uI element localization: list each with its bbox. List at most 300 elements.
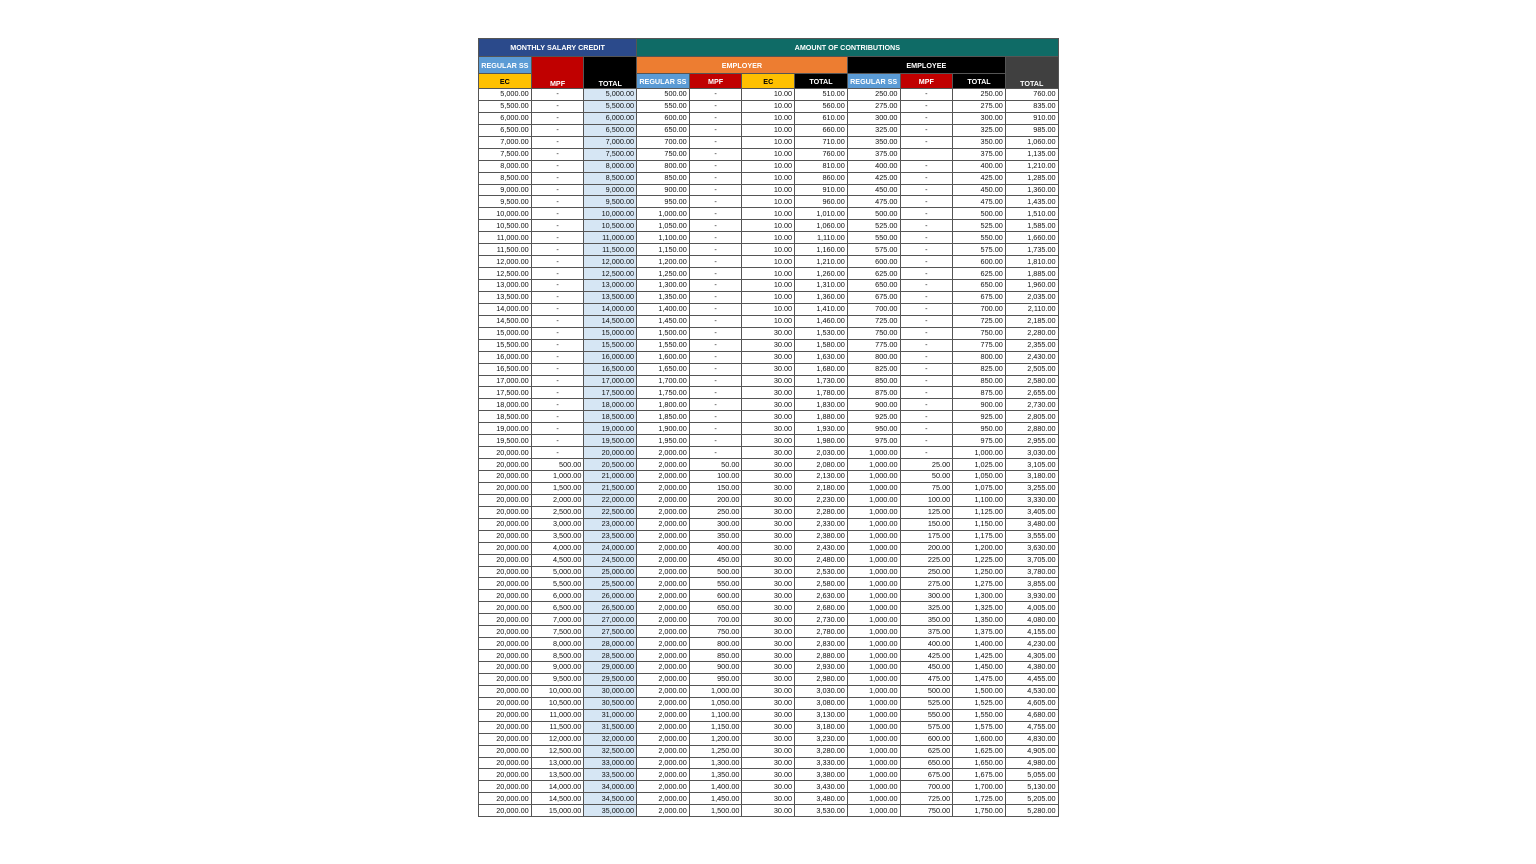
- employee-regular-ss-cell: 900.00: [847, 399, 900, 411]
- employer-regular-ss-cell: 2,000.00: [637, 590, 690, 602]
- employer-ec-cell: 30.00: [742, 614, 795, 626]
- employer-total-cell: 3,280.00: [795, 745, 848, 757]
- employer-regular-ss-cell: 2,000.00: [637, 757, 690, 769]
- employer-regular-ss-cell: 2,000.00: [637, 614, 690, 626]
- employer-ec-cell: 30.00: [742, 793, 795, 805]
- employer-total-cell: 1,110.00: [795, 232, 848, 244]
- grand-total-cell: 4,830.00: [1005, 733, 1058, 745]
- employee-regular-ss-cell: 1,000.00: [847, 662, 900, 674]
- table-row: [479, 124, 1059, 136]
- msc-mpf-cell: -: [531, 136, 584, 148]
- msc-total-cell: 8,000.00: [584, 160, 637, 172]
- employer-total-cell: 1,460.00: [795, 315, 848, 327]
- msc-regular-ss-cell: 20,000.00: [479, 566, 532, 578]
- msc-mpf-cell: 1,500.00: [531, 482, 584, 494]
- employer-mpf-cell: 1,500.00: [689, 805, 742, 817]
- employee-regular-ss-cell: 1,000.00: [847, 781, 900, 793]
- employee-regular-ss-cell: 825.00: [847, 363, 900, 375]
- grand-total-cell: 760.00: [1005, 89, 1058, 101]
- employee-mpf-cell: -: [900, 375, 953, 387]
- msc-regular-ss-cell: 8,500.00: [479, 172, 532, 184]
- msc-mpf-cell: -: [531, 280, 584, 292]
- msc-total-cell: 25,000.00: [584, 566, 637, 578]
- msc-total-cell: 13,500.00: [584, 291, 637, 303]
- employer-mpf-cell: -: [689, 232, 742, 244]
- employee-regular-ss-cell: 1,000.00: [847, 494, 900, 506]
- table-row: [479, 650, 1059, 662]
- employer-mpf-cell: 1,000.00: [689, 685, 742, 697]
- employer-mpf-cell: -: [689, 136, 742, 148]
- employee-mpf-cell: -: [900, 280, 953, 292]
- employee-regular-ss-cell: 550.00: [847, 232, 900, 244]
- employer-ec-cell: 10.00: [742, 232, 795, 244]
- employee-total-cell: 1,000.00: [953, 447, 1006, 459]
- employer-ec-cell: 30.00: [742, 542, 795, 554]
- msc-regular-ss-cell: 17,000.00: [479, 375, 532, 387]
- employer-total-cell: 3,480.00: [795, 793, 848, 805]
- employee-mpf-cell: 75.00: [900, 482, 953, 494]
- employee-total-cell: 450.00: [953, 184, 1006, 196]
- employer-total-cell: 810.00: [795, 160, 848, 172]
- employee-header: EMPLOYEE: [847, 57, 1005, 74]
- msc-regular-ss-header: REGULAR SS: [479, 57, 532, 74]
- grand-total-cell: 2,655.00: [1005, 387, 1058, 399]
- msc-total-cell: 26,000.00: [584, 590, 637, 602]
- msc-total-cell: 24,500.00: [584, 554, 637, 566]
- employer-regular-ss-cell: 2,000.00: [637, 459, 690, 471]
- employee-total-cell: 250.00: [953, 89, 1006, 101]
- msc-total-cell: 30,000.00: [584, 685, 637, 697]
- employer-ec-cell: 30.00: [742, 697, 795, 709]
- msc-total-cell: 12,500.00: [584, 268, 637, 280]
- table-row: [479, 614, 1059, 626]
- employee-total-cell: 1,600.00: [953, 733, 1006, 745]
- employee-mpf-cell: -: [900, 220, 953, 232]
- msc-regular-ss-cell: 20,000.00: [479, 733, 532, 745]
- employer-mpf-cell: -: [689, 303, 742, 315]
- employer-ec-cell: 30.00: [742, 590, 795, 602]
- employee-regular-ss-cell: 1,000.00: [847, 578, 900, 590]
- grand-total-cell: 1,510.00: [1005, 208, 1058, 220]
- msc-regular-ss-cell: 5,500.00: [479, 100, 532, 112]
- employer-ec-cell: 30.00: [742, 805, 795, 817]
- grand-total-cell: 4,905.00: [1005, 745, 1058, 757]
- employee-regular-ss-cell: 450.00: [847, 184, 900, 196]
- msc-regular-ss-cell: 20,000.00: [479, 626, 532, 638]
- employer-mpf-cell: -: [689, 184, 742, 196]
- table-row: [479, 590, 1059, 602]
- grand-total-cell: 5,055.00: [1005, 769, 1058, 781]
- msc-regular-ss-cell: 20,000.00: [479, 494, 532, 506]
- employer-ec-cell: 10.00: [742, 268, 795, 280]
- employer-mpf-cell: -: [689, 351, 742, 363]
- msc-mpf-cell: 4,000.00: [531, 542, 584, 554]
- employee-total-cell: 1,400.00: [953, 638, 1006, 650]
- employee-total-cell: 1,725.00: [953, 793, 1006, 805]
- table-row: [479, 387, 1059, 399]
- msc-mpf-cell: -: [531, 423, 584, 435]
- employer-total-cell: 660.00: [795, 124, 848, 136]
- employee-regular-ss-cell: 325.00: [847, 124, 900, 136]
- employer-regular-ss-cell: 2,000.00: [637, 494, 690, 506]
- msc-total-cell: 21,000.00: [584, 471, 637, 483]
- msc-regular-ss-cell: 15,000.00: [479, 327, 532, 339]
- employer-ec-cell: 30.00: [742, 327, 795, 339]
- msc-regular-ss-cell: 7,500.00: [479, 148, 532, 160]
- employee-regular-ss-cell: 600.00: [847, 256, 900, 268]
- employer-total-cell: 1,260.00: [795, 268, 848, 280]
- employer-mpf-cell: 850.00: [689, 650, 742, 662]
- employer-mpf-cell: 350.00: [689, 530, 742, 542]
- employer-total-cell: 3,030.00: [795, 685, 848, 697]
- grand-total-cell: 2,730.00: [1005, 399, 1058, 411]
- employee-mpf-cell: 750.00: [900, 805, 953, 817]
- employer-regular-ss-cell: 1,750.00: [637, 387, 690, 399]
- employer-regular-ss-cell: 2,000.00: [637, 805, 690, 817]
- employee-regular-ss-cell: 1,000.00: [847, 542, 900, 554]
- employer-regular-ss-cell: 2,000.00: [637, 745, 690, 757]
- table-row: [479, 280, 1059, 292]
- employee-regular-ss-cell: 775.00: [847, 339, 900, 351]
- msc-total-cell: 34,500.00: [584, 793, 637, 805]
- grand-total-cell: 1,810.00: [1005, 256, 1058, 268]
- grand-total-cell: 4,380.00: [1005, 662, 1058, 674]
- msc-regular-ss-cell: 20,000.00: [479, 673, 532, 685]
- grand-total-cell: 5,130.00: [1005, 781, 1058, 793]
- employer-ec-cell: 10.00: [742, 160, 795, 172]
- grand-total-cell: 3,480.00: [1005, 518, 1058, 530]
- employee-mpf-cell: 725.00: [900, 793, 953, 805]
- employee-total-cell: 750.00: [953, 327, 1006, 339]
- employer-mpf-cell: -: [689, 423, 742, 435]
- employer-total-cell: 2,980.00: [795, 673, 848, 685]
- employee-total-cell: 1,550.00: [953, 709, 1006, 721]
- msc-mpf-cell: -: [531, 220, 584, 232]
- employer-total-cell: 3,380.00: [795, 769, 848, 781]
- employee-mpf-header: MPF: [900, 74, 953, 89]
- msc-total-cell: 9,000.00: [584, 184, 637, 196]
- employer-regular-ss-cell: 1,800.00: [637, 399, 690, 411]
- msc-mpf-cell: -: [531, 447, 584, 459]
- employer-total-cell: 2,230.00: [795, 494, 848, 506]
- grand-total-cell: 1,735.00: [1005, 244, 1058, 256]
- employee-mpf-cell: 100.00: [900, 494, 953, 506]
- employee-mpf-cell: -: [900, 351, 953, 363]
- employee-mpf-cell: 650.00: [900, 757, 953, 769]
- employer-mpf-cell: 400.00: [689, 542, 742, 554]
- employer-ec-cell: 30.00: [742, 602, 795, 614]
- employer-mpf-cell: 50.00: [689, 459, 742, 471]
- employer-mpf-cell: 1,400.00: [689, 781, 742, 793]
- employee-total-cell: 700.00: [953, 303, 1006, 315]
- employer-total-cell: 1,780.00: [795, 387, 848, 399]
- msc-total-cell: 26,500.00: [584, 602, 637, 614]
- employee-total-cell: 1,425.00: [953, 650, 1006, 662]
- grand-total-cell: 3,705.00: [1005, 554, 1058, 566]
- msc-regular-ss-cell: 20,000.00: [479, 805, 532, 817]
- grand-total-cell: 3,330.00: [1005, 494, 1058, 506]
- table-body: [479, 89, 1059, 817]
- employee-regular-ss-cell: 1,000.00: [847, 590, 900, 602]
- msc-total-cell: 5,500.00: [584, 100, 637, 112]
- msc-regular-ss-cell: 20,000.00: [479, 745, 532, 757]
- employee-total-cell: 1,475.00: [953, 673, 1006, 685]
- employer-regular-ss-cell: 2,000.00: [637, 530, 690, 542]
- employer-mpf-cell: -: [689, 411, 742, 423]
- grand-total-cell: 2,355.00: [1005, 339, 1058, 351]
- employee-regular-ss-cell: 925.00: [847, 411, 900, 423]
- employer-total-cell: 2,930.00: [795, 662, 848, 674]
- msc-mpf-cell: -: [531, 303, 584, 315]
- grand-total-cell: 2,580.00: [1005, 375, 1058, 387]
- employer-ec-cell: 30.00: [742, 482, 795, 494]
- employer-ec-cell: 10.00: [742, 291, 795, 303]
- msc-regular-ss-cell: 20,000.00: [479, 650, 532, 662]
- employer-total-cell: 1,580.00: [795, 339, 848, 351]
- contribution-table: [478, 38, 1059, 817]
- msc-mpf-cell: -: [531, 375, 584, 387]
- employee-regular-ss-cell: 650.00: [847, 280, 900, 292]
- employee-total-cell: 1,325.00: [953, 602, 1006, 614]
- employer-regular-ss-cell: 1,500.00: [637, 327, 690, 339]
- employer-ec-cell: 10.00: [742, 136, 795, 148]
- employee-total-cell: 675.00: [953, 291, 1006, 303]
- grand-total-cell: 2,110.00: [1005, 303, 1058, 315]
- msc-total-cell: 23,000.00: [584, 518, 637, 530]
- msc-regular-ss-cell: 20,000.00: [479, 578, 532, 590]
- employer-header: EMPLOYER: [637, 57, 848, 74]
- grand-total-cell: 2,880.00: [1005, 423, 1058, 435]
- grand-total-cell: 1,885.00: [1005, 268, 1058, 280]
- employer-total-cell: 2,780.00: [795, 626, 848, 638]
- msc-mpf-cell: 12,000.00: [531, 733, 584, 745]
- employer-ec-cell: 30.00: [742, 673, 795, 685]
- msc-regular-ss-cell: 20,000.00: [479, 709, 532, 721]
- employee-mpf-cell: -: [900, 136, 953, 148]
- table-row: [479, 459, 1059, 471]
- employee-regular-ss-cell: 1,000.00: [847, 745, 900, 757]
- employer-mpf-cell: 250.00: [689, 506, 742, 518]
- employee-total-cell: 1,675.00: [953, 769, 1006, 781]
- msc-ec-header: EC: [479, 74, 532, 89]
- msc-regular-ss-cell: 20,000.00: [479, 459, 532, 471]
- employee-mpf-cell: -: [900, 303, 953, 315]
- employer-mpf-cell: -: [689, 291, 742, 303]
- msc-mpf-cell: 15,000.00: [531, 805, 584, 817]
- table-row: [479, 303, 1059, 315]
- msc-regular-ss-cell: 16,000.00: [479, 351, 532, 363]
- employer-mpf-cell: 600.00: [689, 590, 742, 602]
- employee-mpf-cell: [900, 148, 953, 160]
- employer-total-cell: 1,360.00: [795, 291, 848, 303]
- table-row: [479, 447, 1059, 459]
- msc-regular-ss-cell: 8,000.00: [479, 160, 532, 172]
- employer-total-cell: 2,180.00: [795, 482, 848, 494]
- grand-total-cell: 1,960.00: [1005, 280, 1058, 292]
- employer-ec-cell: 30.00: [742, 769, 795, 781]
- msc-total-cell: 20,500.00: [584, 459, 637, 471]
- employer-total-cell: 3,180.00: [795, 721, 848, 733]
- employee-regular-ss-cell: 525.00: [847, 220, 900, 232]
- msc-total-cell: 34,000.00: [584, 781, 637, 793]
- employer-regular-ss-cell: 2,000.00: [637, 781, 690, 793]
- employer-mpf-cell: 500.00: [689, 566, 742, 578]
- msc-regular-ss-cell: 18,500.00: [479, 411, 532, 423]
- employer-total-cell: 760.00: [795, 148, 848, 160]
- employer-ec-cell: 30.00: [742, 662, 795, 674]
- employer-regular-ss-cell: 700.00: [637, 136, 690, 148]
- employee-mpf-cell: 625.00: [900, 745, 953, 757]
- employee-regular-ss-cell: 500.00: [847, 208, 900, 220]
- employer-total-cell: 1,930.00: [795, 423, 848, 435]
- employee-mpf-cell: 350.00: [900, 614, 953, 626]
- employer-ec-cell: 30.00: [742, 638, 795, 650]
- table-row: [479, 136, 1059, 148]
- employee-regular-ss-cell: 1,000.00: [847, 757, 900, 769]
- grand-total-cell: 1,135.00: [1005, 148, 1058, 160]
- employer-total-cell: 3,230.00: [795, 733, 848, 745]
- employer-total-cell: 1,730.00: [795, 375, 848, 387]
- employee-mpf-cell: -: [900, 411, 953, 423]
- employee-total-cell: 875.00: [953, 387, 1006, 399]
- employee-total-cell: 525.00: [953, 220, 1006, 232]
- grand-total-cell: 3,855.00: [1005, 578, 1058, 590]
- employer-ec-cell: 30.00: [742, 650, 795, 662]
- employee-regular-ss-cell: 1,000.00: [847, 530, 900, 542]
- employer-regular-ss-cell: 2,000.00: [637, 685, 690, 697]
- table-row: [479, 399, 1059, 411]
- employer-total-cell: 1,630.00: [795, 351, 848, 363]
- table-row: [479, 363, 1059, 375]
- table-row: [479, 351, 1059, 363]
- employer-ec-cell: 30.00: [742, 530, 795, 542]
- employee-regular-ss-cell: 300.00: [847, 112, 900, 124]
- table-row: [479, 315, 1059, 327]
- table-row: [479, 721, 1059, 733]
- msc-total-cell: 18,500.00: [584, 411, 637, 423]
- employee-mpf-cell: -: [900, 232, 953, 244]
- msc-total-cell: 10,500.00: [584, 220, 637, 232]
- employer-mpf-cell: -: [689, 280, 742, 292]
- msc-mpf-cell: 5,500.00: [531, 578, 584, 590]
- employer-ec-cell: 10.00: [742, 220, 795, 232]
- employee-total-cell: 850.00: [953, 375, 1006, 387]
- employer-regular-ss-cell: 500.00: [637, 89, 690, 101]
- msc-regular-ss-cell: 12,500.00: [479, 268, 532, 280]
- employee-total-header: TOTAL: [953, 74, 1006, 89]
- grand-total-cell: 3,030.00: [1005, 447, 1058, 459]
- employer-regular-ss-cell: 1,400.00: [637, 303, 690, 315]
- employer-total-cell: 1,830.00: [795, 399, 848, 411]
- msc-mpf-cell: 9,500.00: [531, 673, 584, 685]
- employer-regular-ss-cell: 2,000.00: [637, 769, 690, 781]
- msc-mpf-cell: 8,500.00: [531, 650, 584, 662]
- employer-total-cell: 1,310.00: [795, 280, 848, 292]
- amount-of-contributions-header: AMOUNT OF CONTRIBUTIONS: [637, 39, 1059, 57]
- employer-ec-cell: 10.00: [742, 148, 795, 160]
- msc-regular-ss-cell: 20,000.00: [479, 506, 532, 518]
- msc-total-cell: 17,500.00: [584, 387, 637, 399]
- msc-total-cell: 25,500.00: [584, 578, 637, 590]
- employer-total-cell: 1,060.00: [795, 220, 848, 232]
- table-row: [479, 196, 1059, 208]
- employer-regular-ss-cell: 2,000.00: [637, 447, 690, 459]
- table-row: [479, 291, 1059, 303]
- employer-mpf-cell: 800.00: [689, 638, 742, 650]
- employee-total-cell: 325.00: [953, 124, 1006, 136]
- employer-total-cell: 3,330.00: [795, 757, 848, 769]
- grand-total-cell: 4,605.00: [1005, 697, 1058, 709]
- msc-mpf-cell: 7,000.00: [531, 614, 584, 626]
- msc-mpf-cell: -: [531, 112, 584, 124]
- msc-total-cell: 31,500.00: [584, 721, 637, 733]
- msc-mpf-cell: 500.00: [531, 459, 584, 471]
- employee-mpf-cell: -: [900, 447, 953, 459]
- grand-total-cell: 835.00: [1005, 100, 1058, 112]
- employer-total-cell: 860.00: [795, 172, 848, 184]
- msc-total-cell: 30,500.00: [584, 697, 637, 709]
- employee-mpf-cell: -: [900, 291, 953, 303]
- employee-mpf-cell: 300.00: [900, 590, 953, 602]
- employer-ec-cell: 10.00: [742, 256, 795, 268]
- employee-regular-ss-cell: 1,000.00: [847, 554, 900, 566]
- msc-mpf-cell: 14,500.00: [531, 793, 584, 805]
- employee-regular-ss-cell: 1,000.00: [847, 709, 900, 721]
- employer-mpf-cell: 100.00: [689, 471, 742, 483]
- msc-total-cell: 23,500.00: [584, 530, 637, 542]
- msc-mpf-cell: -: [531, 124, 584, 136]
- employee-total-cell: 825.00: [953, 363, 1006, 375]
- employee-mpf-cell: 575.00: [900, 721, 953, 733]
- msc-mpf-cell: 2,000.00: [531, 494, 584, 506]
- table-row: [479, 542, 1059, 554]
- employee-total-cell: 1,125.00: [953, 506, 1006, 518]
- employer-ec-cell: 30.00: [742, 363, 795, 375]
- employer-regular-ss-cell: 2,000.00: [637, 506, 690, 518]
- employer-regular-ss-cell: 1,950.00: [637, 435, 690, 447]
- msc-total-cell: 5,000.00: [584, 89, 637, 101]
- employee-mpf-cell: 500.00: [900, 685, 953, 697]
- table-row: [479, 709, 1059, 721]
- employer-total-cell: 710.00: [795, 136, 848, 148]
- msc-regular-ss-cell: 20,000.00: [479, 685, 532, 697]
- msc-mpf-cell: -: [531, 327, 584, 339]
- employer-regular-ss-cell: 550.00: [637, 100, 690, 112]
- grand-total-cell: 2,185.00: [1005, 315, 1058, 327]
- employee-total-cell: 375.00: [953, 148, 1006, 160]
- employer-mpf-cell: 1,050.00: [689, 697, 742, 709]
- msc-total-cell: 22,000.00: [584, 494, 637, 506]
- table-row: [479, 232, 1059, 244]
- employer-total-cell: 2,130.00: [795, 471, 848, 483]
- employee-mpf-cell: 150.00: [900, 518, 953, 530]
- employer-mpf-cell: 950.00: [689, 673, 742, 685]
- employer-regular-ss-cell: 1,650.00: [637, 363, 690, 375]
- msc-total-cell: 35,000.00: [584, 805, 637, 817]
- employer-ec-cell: 10.00: [742, 100, 795, 112]
- msc-total-cell: 29,500.00: [584, 673, 637, 685]
- employer-ec-cell: 30.00: [742, 506, 795, 518]
- msc-mpf-cell: 11,000.00: [531, 709, 584, 721]
- msc-regular-ss-cell: 20,000.00: [479, 769, 532, 781]
- employer-mpf-cell: -: [689, 268, 742, 280]
- employee-regular-ss-cell: 275.00: [847, 100, 900, 112]
- msc-mpf-cell: -: [531, 268, 584, 280]
- grand-total-cell: 985.00: [1005, 124, 1058, 136]
- employee-regular-ss-cell: 1,000.00: [847, 626, 900, 638]
- msc-mpf-cell: -: [531, 435, 584, 447]
- employer-regular-ss-cell: 1,000.00: [637, 208, 690, 220]
